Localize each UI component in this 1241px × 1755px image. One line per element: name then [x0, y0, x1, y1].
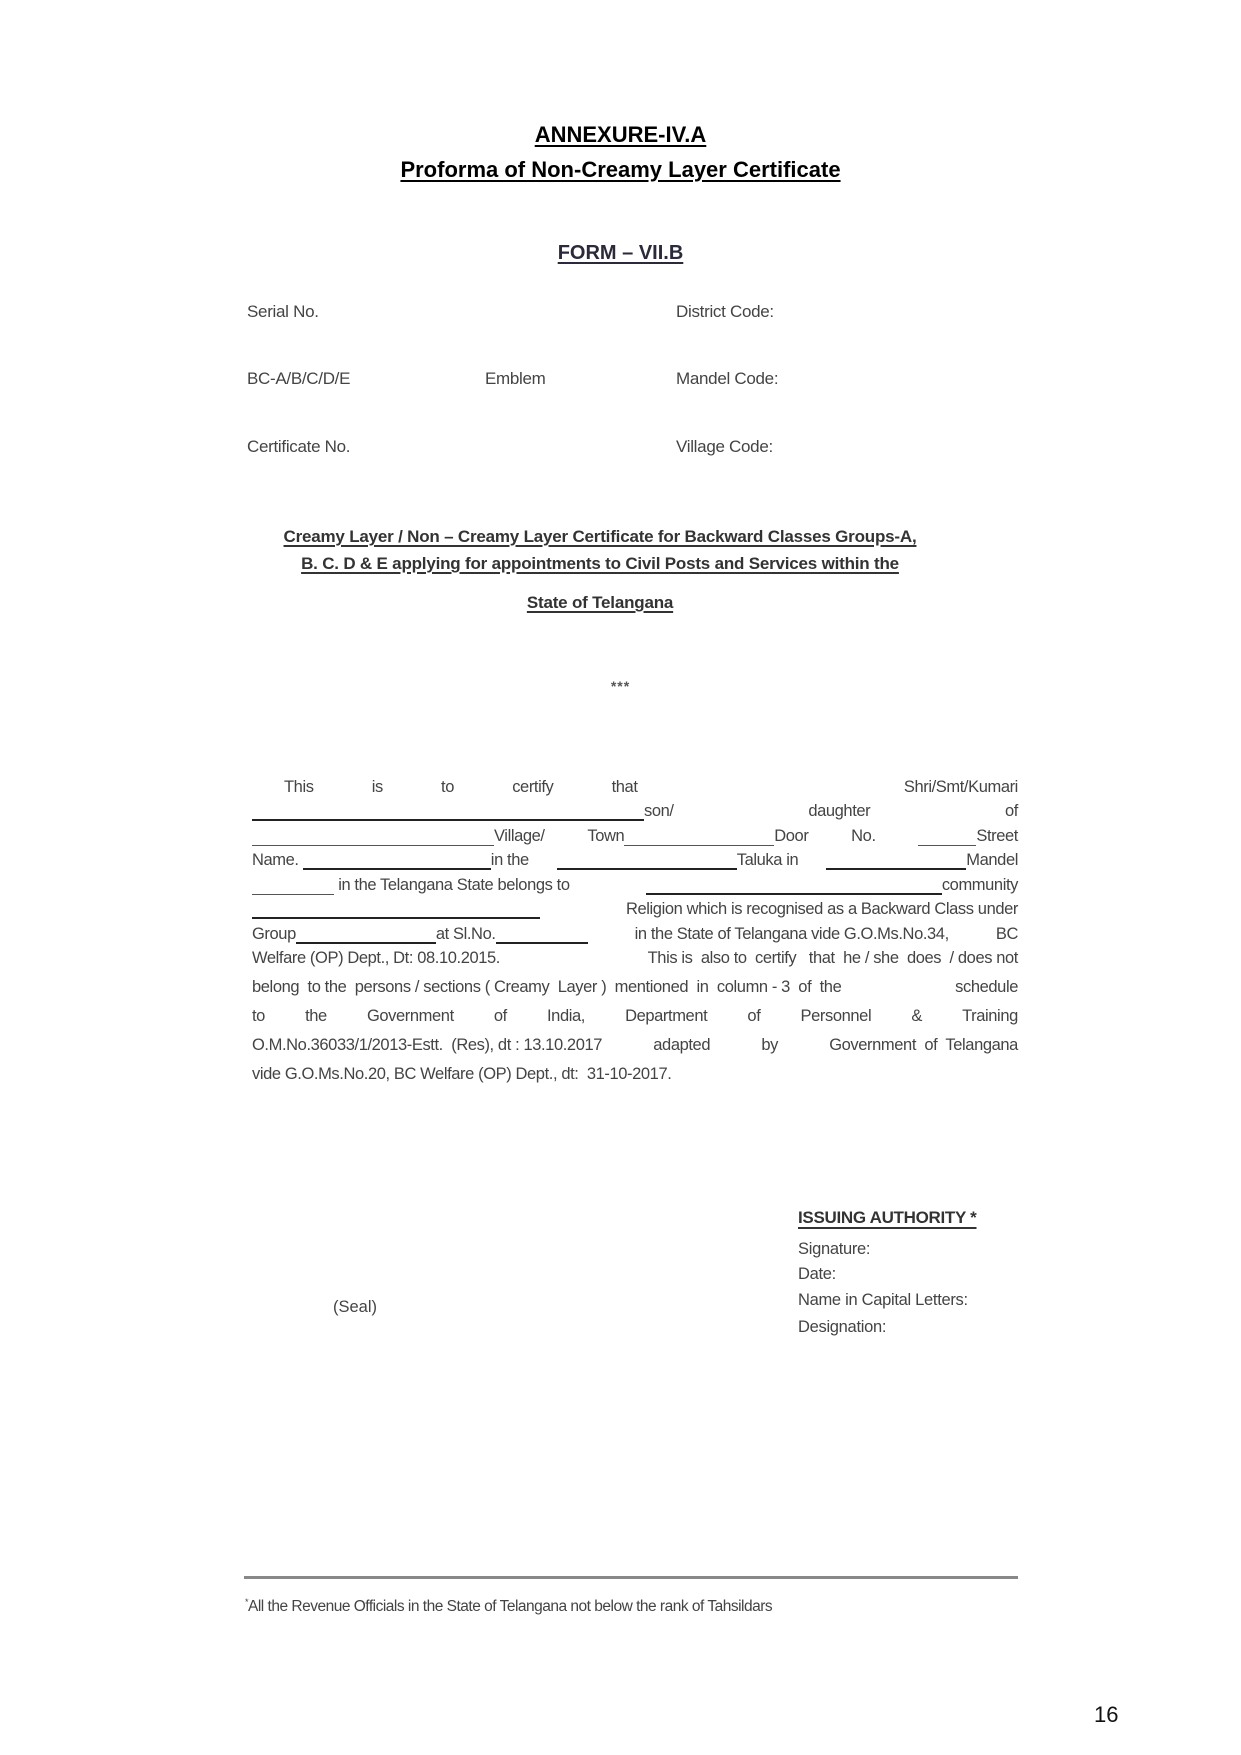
text: schedule: [955, 977, 1018, 996]
mandel-field[interactable]: [252, 876, 334, 895]
text: No.: [851, 826, 876, 845]
subtitle-state: State of Telangana: [526, 593, 674, 612]
text: Door: [774, 826, 809, 845]
footnote: [245, 1597, 772, 1616]
community-field[interactable]: [646, 875, 942, 895]
text: of: [747, 1006, 761, 1025]
designation-label: Designation:: [798, 1318, 887, 1336]
town-field[interactable]: [624, 827, 774, 846]
text: that: [611, 777, 638, 796]
issuing-authority-heading: ISSUING AUTHORITY *: [798, 1208, 977, 1227]
date-label: Date:: [798, 1265, 836, 1283]
text: son/: [644, 802, 674, 820]
document-title: Proforma of Non-Creamy Layer Certificate: [400, 157, 841, 182]
text: in the State of Telangana vide G.O.Ms.No.34,: [634, 924, 949, 943]
district-code-label: District Code:: [676, 302, 774, 321]
text: Name.: [252, 851, 299, 869]
religion-field[interactable]: [252, 899, 540, 919]
certificate-no-label: Certificate No.: [247, 437, 351, 456]
door-no-field[interactable]: [918, 827, 976, 846]
footnote-marker: *: [245, 1597, 249, 1607]
text: Department: [625, 1006, 708, 1025]
text: to: [252, 1006, 265, 1025]
text: adapted: [653, 1035, 711, 1054]
text: in the Telangana State belongs to: [338, 875, 570, 894]
text: Group: [252, 924, 296, 943]
text: belong to the persons / sections ( Creamy Layer ) mentioned in column - 3 of the: [252, 977, 842, 996]
text: &: [911, 1006, 922, 1025]
footnote-divider: [244, 1576, 1018, 1579]
separator-stars: ***: [610, 678, 631, 694]
annexure-heading: ANNEXURE-IV.A: [534, 122, 707, 147]
subtitle-line-1: Creamy Layer / Non – Creamy Layer Certificate for Backward Classes Groups-A,: [283, 527, 917, 546]
text: Mandel: [966, 851, 1018, 869]
text: Taluka in: [736, 851, 799, 869]
text: Shri/Smt/Kumari: [903, 777, 1018, 796]
text: daughter: [808, 802, 871, 820]
text: Government: [366, 1006, 454, 1025]
text: at Sl.No.: [435, 924, 496, 943]
parent-name-field[interactable]: [252, 827, 494, 846]
text: to: [441, 777, 455, 796]
group-field[interactable]: [296, 924, 436, 944]
mandel-code-label: Mandel Code:: [676, 369, 779, 388]
certificate-subtitle: [244, 523, 956, 577]
page-number: 16: [1094, 1702, 1119, 1727]
village-field[interactable]: [557, 850, 737, 870]
seal-placeholder: (Seal): [333, 1298, 378, 1316]
text: Town: [587, 826, 625, 845]
certificate-body: [252, 772, 1018, 1089]
text: certify: [512, 777, 554, 796]
form-title: FORM – VII.B: [557, 242, 684, 264]
street-name-field[interactable]: [303, 850, 491, 870]
text: community: [941, 875, 1018, 894]
text: Street: [976, 826, 1018, 845]
text: O.M.No.36033/1/2013-Estt. (Res), dt : 13.10.2017: [252, 1035, 603, 1054]
text: of: [1005, 802, 1018, 820]
text: of: [493, 1006, 507, 1025]
text: Village/: [494, 826, 545, 845]
serial-no-label: Serial No.: [247, 302, 319, 321]
text: by: [761, 1035, 778, 1054]
text: Religion which is recognised as a Backward Class under: [625, 900, 1018, 918]
subtitle-line-2: B. C. D & E applying for appointments to Civil Posts and Services within the: [301, 554, 899, 573]
text: India,: [546, 1006, 585, 1025]
text: vide G.O.Ms.No.20, BC Welfare (OP) Dept., dt: 31-10-2017.: [252, 1064, 672, 1083]
text: Government of Telangana: [829, 1035, 1018, 1054]
text: Personnel: [800, 1006, 872, 1025]
village-code-label: Village Code:: [676, 437, 773, 456]
text: in the: [490, 851, 529, 869]
taluka-field[interactable]: [826, 850, 966, 870]
text: Welfare (OP) Dept., Dt: 08.10.2015.: [252, 948, 500, 967]
text: This: [284, 777, 314, 796]
signature-label: Signature:: [798, 1240, 871, 1258]
text: is: [371, 777, 383, 796]
category-label: BC-A/B/C/D/E: [247, 369, 351, 388]
emblem-placeholder: Emblem: [485, 369, 546, 388]
applicant-name-field[interactable]: [252, 801, 644, 821]
text: the: [305, 1006, 327, 1025]
text: BC: [995, 924, 1018, 943]
footnote-text: All the Revenue Officials in the State of Telangana not below the rank of Tahsildars: [248, 1598, 773, 1616]
text: Training: [962, 1006, 1018, 1025]
serial-number-field[interactable]: [496, 924, 588, 944]
certificate-paragraph: [252, 944, 1018, 1089]
name-capital-letters-label: Name in Capital Letters:: [798, 1291, 968, 1309]
text: This is also to certify that he / she does / does not: [647, 948, 1018, 967]
